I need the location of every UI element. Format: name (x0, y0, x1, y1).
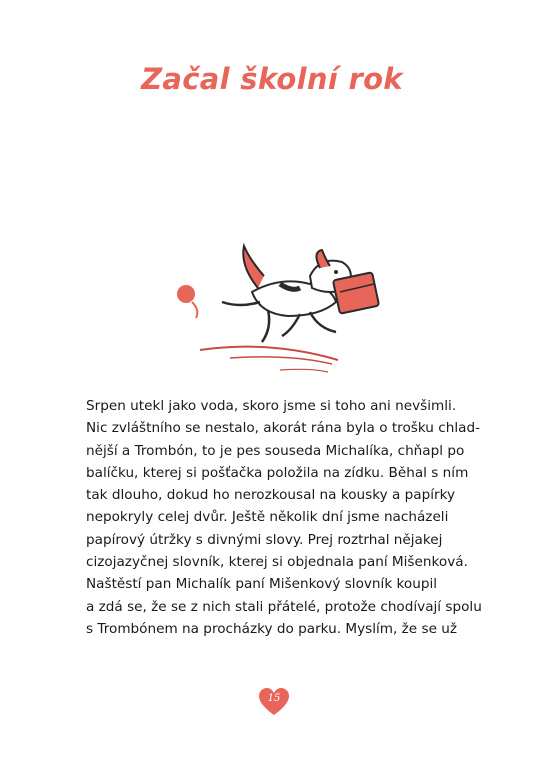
page-number: 15 (267, 693, 281, 704)
chapter-title: Začal školní rok (141, 62, 403, 96)
text-line: Naštěstí pan Michalík paní Mišenkový slovník koupil (86, 576, 438, 593)
body-paragraph (86, 395, 496, 640)
text-line: s Trombónem na procházky do parku. Myslím, že se už (86, 620, 458, 637)
text-line: Srpen utekl jako voda, skoro jsme si toho ani nevšimli. (86, 398, 457, 414)
text-line: papírový útržky s divnými slovy. Prej roztrhal nějakej (86, 531, 443, 548)
text-line: tak dlouho, dokud ho nerozkousal na kousky a papírky (86, 487, 455, 504)
text-line: nepokryly celej dvůr. Ještě několik dní jsme nacházeli (86, 509, 449, 526)
dog-running-with-parcel-icon (160, 232, 400, 382)
text-line: Nic zvláštního se nestalo, akorát rána byla o trošku chlad- (86, 420, 480, 437)
text-line: cizojazyčnej slovník, kterej si objednala paní Mišenková. (86, 554, 468, 571)
text-line: nější a Trombón, to je pes souseda Michalíka, chňapl po (86, 442, 465, 459)
text-line: a zdá se, že se z nich stali přátelé, protože chodívají spolu (86, 598, 482, 615)
text-line: balíčku, kterej si pošťačka položila na zídku. Běhal s ním (86, 464, 469, 481)
